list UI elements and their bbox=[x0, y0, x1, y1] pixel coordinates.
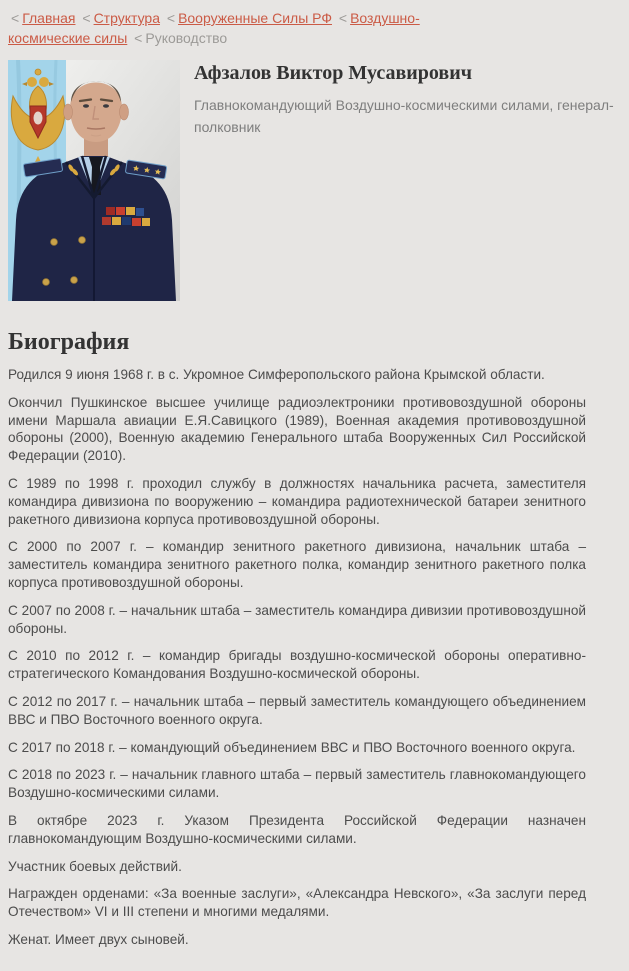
breadcrumb-separator: < bbox=[134, 30, 143, 46]
biography-paragraph: С 2007 по 2008 г. – начальник штаба – заместитель командира дивизии противовоздушной обороны. bbox=[8, 602, 586, 636]
biography-paragraph: Участник боевых действий. bbox=[8, 858, 182, 874]
biography-paragraph: С 2018 по 2023 г. – начальник главного штаба – первый заместитель главнокомандующего Воздушно-космическими силами. bbox=[8, 767, 586, 801]
breadcrumb-link-structure[interactable]: Структура bbox=[93, 10, 160, 26]
profile-header bbox=[8, 60, 629, 301]
biography-paragraph: Родился 9 июня 1968 г. в с. Укромное Симферопольского района Крымской области. bbox=[8, 367, 545, 382]
biography-paragraph: Окончил Пушкинское высшее училище радиоэлектроники противовоздушной обороны имени Маршала авиации Е.Я.Савицкого (1989), Военная академия противовоздушной обороны (2000), Военную академию Генерального штаба Вооруженных Сил Российской Федерации (2010). bbox=[8, 394, 586, 464]
biography-paragraph: Награжден орденами: «За военные заслуги», «Александра Невского», «За заслуги перед Отечеством» VI и III степени и многими медалями. bbox=[8, 886, 586, 920]
breadcrumb-link-armed-forces[interactable]: Вооруженные Силы РФ bbox=[178, 10, 332, 26]
biography-section bbox=[8, 329, 629, 949]
breadcrumb-separator: < bbox=[11, 10, 20, 26]
biography-paragraph: С 1989 по 1998 г. проходил службу в должностях начальника расчета, заместителя командира дивизиона по вооружению – командира радиотехнической батареи зенитного ракетного дивизиона корпуса противовоздушной обороны. bbox=[8, 475, 586, 527]
breadcrumb bbox=[8, 8, 480, 48]
biography-paragraph: С 2000 по 2007 г. – командир зенитного ракетного дивизиона, начальник штаба – заместитель командира зенитного ракетного полка, командир зенитного ракетного полка корпуса противовоздушной обороны. bbox=[8, 539, 586, 590]
profile-name: Афзалов Виктор Мусавирович bbox=[194, 62, 472, 84]
portrait-photo bbox=[8, 60, 180, 301]
profile-position: Главнокомандующий Воздушно-космическими силами, генерал-полковник bbox=[194, 97, 614, 135]
breadcrumb-current: Руководство bbox=[145, 30, 228, 46]
profile-info bbox=[194, 60, 624, 301]
biography-paragraph: С 2017 по 2018 г. – командующий объединением ВВС и ПВО Восточного военного округа. bbox=[8, 739, 576, 755]
biography-paragraph: В октябре 2023 г. Указом Президента Российской Федерации назначен главнокомандующим Воздушно-космическими силами. bbox=[8, 812, 586, 846]
biography-heading: Биография bbox=[8, 329, 130, 355]
portrait-photo-image bbox=[8, 60, 180, 301]
breadcrumb-separator: < bbox=[82, 10, 91, 26]
breadcrumb-separator: < bbox=[166, 10, 176, 26]
biography-paragraph: С 2010 по 2012 г. – командир бригады воздушно-космической обороны оперативно-стратегического Командования Воздушно-космической обороны. bbox=[8, 648, 586, 682]
breadcrumb-link-home[interactable]: Главная bbox=[22, 10, 76, 26]
breadcrumb-separator: < bbox=[338, 10, 348, 26]
biography-paragraph: С 2012 по 2017 г. – начальник штаба – первый заместитель командующего объединением ВВС и ПВО Восточного военного округа. bbox=[8, 693, 586, 727]
breadcrumb-link-aerospace-forces[interactable]: Воздушно-космические силы bbox=[8, 10, 420, 46]
biography-paragraph: Женат. Имеет двух сыновей. bbox=[8, 931, 189, 947]
